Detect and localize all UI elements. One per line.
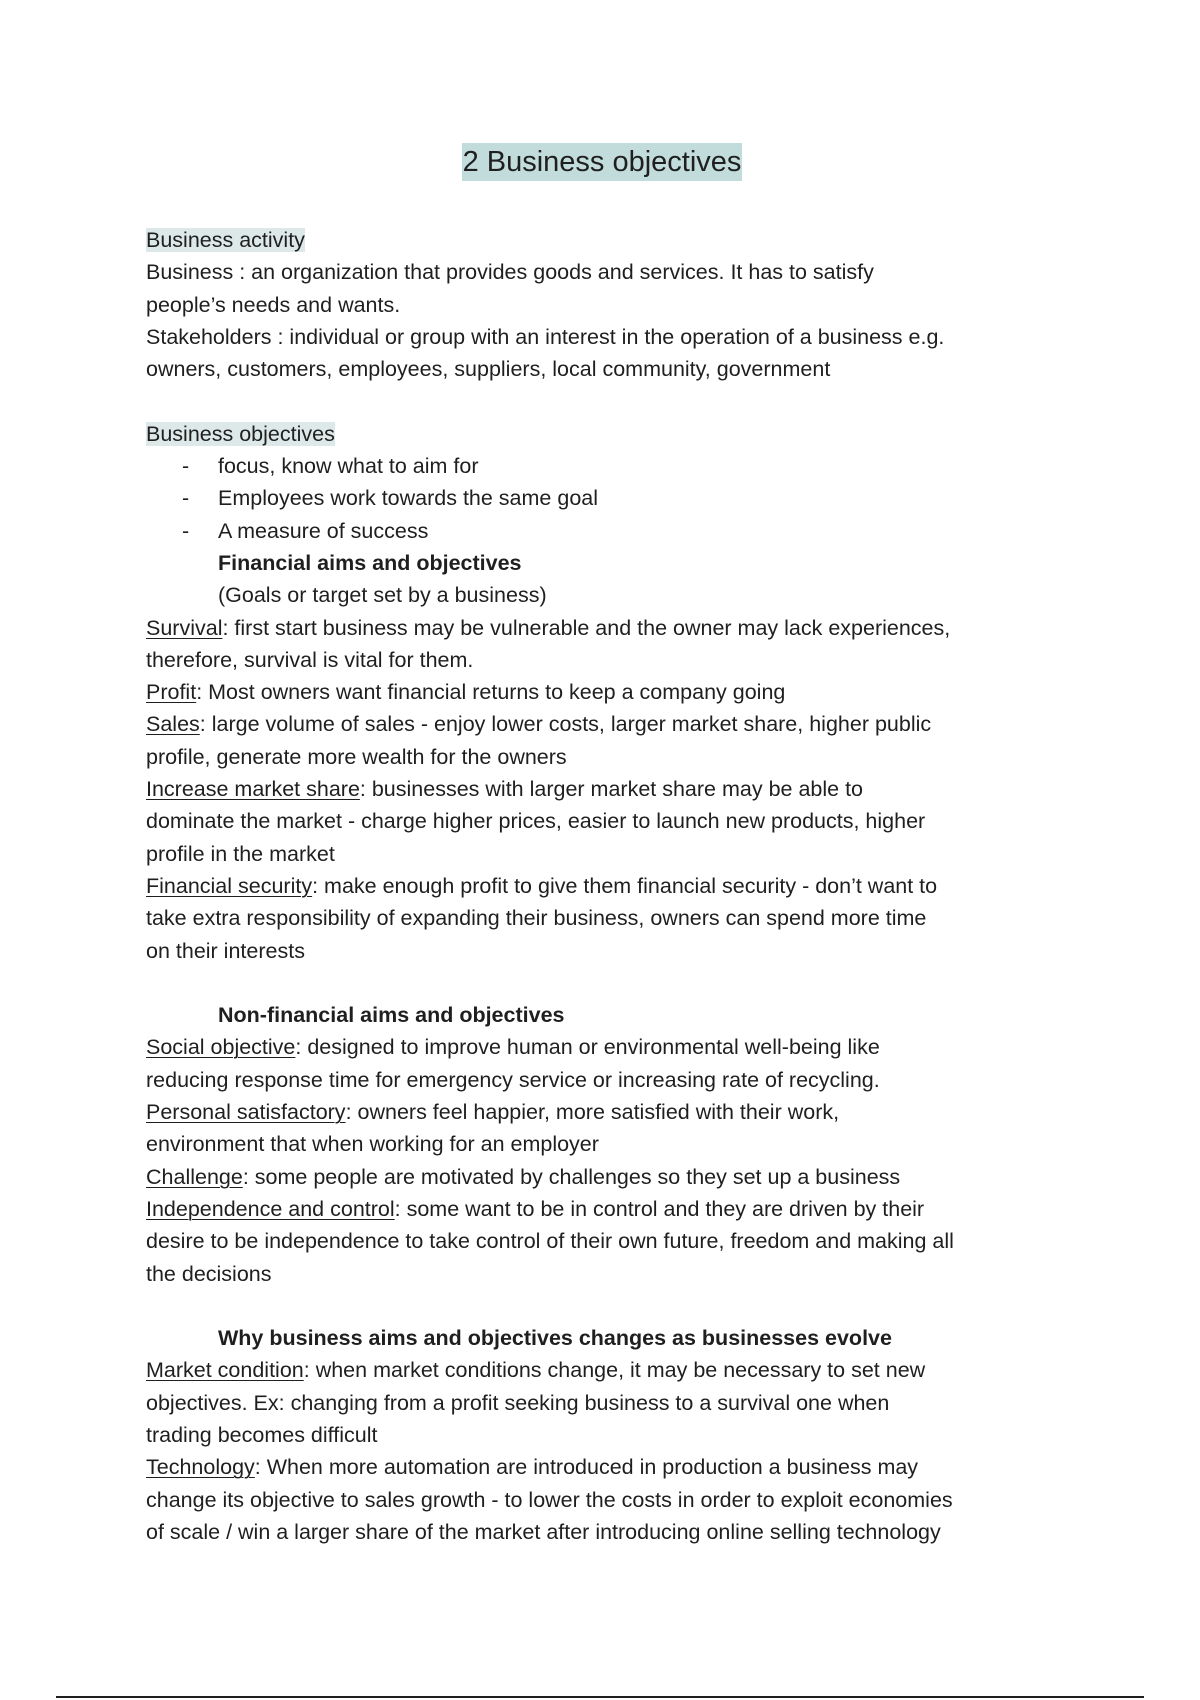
bullet-marker: - (182, 454, 190, 479)
section-heading-objectives (146, 418, 1076, 450)
term: Stakeholders (146, 324, 272, 349)
definition: : make enough profit to give them financial security - don’t want to (312, 873, 938, 898)
paragraph-line (146, 708, 1076, 740)
paragraph-line: desire to be independence to take control of their own future, freedom and making all (146, 1229, 954, 1254)
definition: : some want to be in control and they are driven by their (394, 1196, 925, 1221)
subheading-nonfinancial: Non-financial aims and objectives (218, 1003, 565, 1028)
heading-text: Business activity (146, 228, 305, 252)
list-item (146, 450, 1076, 482)
paragraph-line: trading becomes difficult (146, 1422, 378, 1447)
term: Sales (146, 712, 200, 737)
title-container (0, 143, 1200, 181)
paragraph-line (146, 1193, 1076, 1225)
spacer (146, 967, 1076, 999)
list-item (146, 515, 1076, 547)
paragraph-line (146, 773, 1076, 805)
term: Market condition (146, 1358, 304, 1383)
term: Business (146, 260, 234, 285)
paragraph-line (146, 256, 1076, 288)
term: Financial security (146, 873, 313, 898)
heading-text: Business objectives (146, 421, 335, 446)
paragraph-line: therefore, survival is vital for them. (146, 647, 474, 672)
definition: : When more automation are introduced in production a business may (254, 1455, 919, 1480)
definition: : when market conditions change, it may be necessary to set new (303, 1358, 926, 1383)
list-item-text: Employees work towards the same goal (218, 486, 599, 511)
paragraph-line (146, 1096, 1076, 1128)
list-item-text: focus, know what to aim for (218, 454, 479, 479)
document-body (146, 224, 1076, 1548)
paragraph-line: people’s needs and wants. (146, 292, 401, 317)
term: Technology (146, 1455, 255, 1480)
section-heading-activity (146, 224, 1076, 256)
paragraph-line: on their interests (146, 938, 305, 963)
paragraph-line: profile, generate more wealth for the owners (146, 744, 567, 769)
subheading-note: (Goals or target set by a business) (218, 583, 547, 608)
term: Personal satisfactory (146, 1100, 346, 1125)
paragraph-line: the decisions (146, 1261, 272, 1286)
spacer (146, 385, 1076, 417)
subheading-financial: Financial aims and objectives (218, 550, 522, 575)
paragraph-line: profile in the market (146, 841, 335, 866)
definition: : individual or group with an interest in the operation of a business e.g. (271, 324, 945, 349)
document-title: 2 Business objectives (462, 143, 743, 181)
definition: : an organization that provides goods and services. It has to satisfy (233, 260, 874, 285)
definition: : owners feel happier, more satisfied with their work, (345, 1100, 840, 1125)
paragraph-line: take extra responsibility of expanding their business, owners can spend more time (146, 906, 927, 931)
term: Increase market share (146, 777, 360, 802)
paragraph-line: of scale / win a larger share of the market after introducing online selling technology (146, 1519, 941, 1544)
bullet-marker: - (182, 486, 190, 511)
paragraph-line: owners, customers, employees, suppliers, local community, government (146, 357, 831, 382)
definition: : Most owners want financial returns to keep a company going (196, 680, 786, 705)
paragraph-line (146, 612, 1076, 644)
definition: : businesses with larger market share may be able to (359, 777, 864, 802)
term: Survival (146, 615, 223, 640)
definition: : designed to improve human or environmental well-being like (295, 1035, 880, 1060)
paragraph-line: environment that when working for an employer (146, 1132, 599, 1157)
paragraph-line (146, 1031, 1076, 1063)
page-bottom-rule (56, 1696, 1144, 1698)
definition: : first start business may be vulnerable and the owner may lack experiences, (222, 615, 951, 640)
paragraph-line (146, 1451, 1076, 1483)
list-item (146, 482, 1076, 514)
subheading-evolve: Why business aims and objectives changes as businesses evolve (218, 1326, 892, 1351)
paragraph-line (146, 1354, 1076, 1386)
spacer (146, 1290, 1076, 1322)
paragraph-line: objectives. Ex: changing from a profit seeking business to a survival one when (146, 1390, 890, 1415)
definition: : some people are motivated by challenges so they set up a business (242, 1164, 901, 1189)
paragraph-line (146, 1161, 1076, 1193)
term: Profit (146, 680, 197, 705)
bullet-marker: - (182, 518, 190, 543)
list-item-text: A measure of success (218, 518, 429, 543)
term: Social objective (146, 1035, 296, 1060)
term: Independence and control (146, 1196, 395, 1221)
paragraph-line: reducing response time for emergency service or increasing rate of recycling. (146, 1067, 880, 1092)
paragraph-line: change its objective to sales growth - to lower the costs in order to exploit economies (146, 1487, 953, 1512)
paragraph-line (146, 676, 1076, 708)
definition: : large volume of sales - enjoy lower costs, larger market share, higher public (199, 712, 932, 737)
paragraph-line: dominate the market - charge higher prices, easier to launch new products, higher (146, 809, 926, 834)
paragraph-line (146, 321, 1076, 353)
paragraph-line (146, 870, 1076, 902)
term: Challenge (146, 1164, 243, 1189)
